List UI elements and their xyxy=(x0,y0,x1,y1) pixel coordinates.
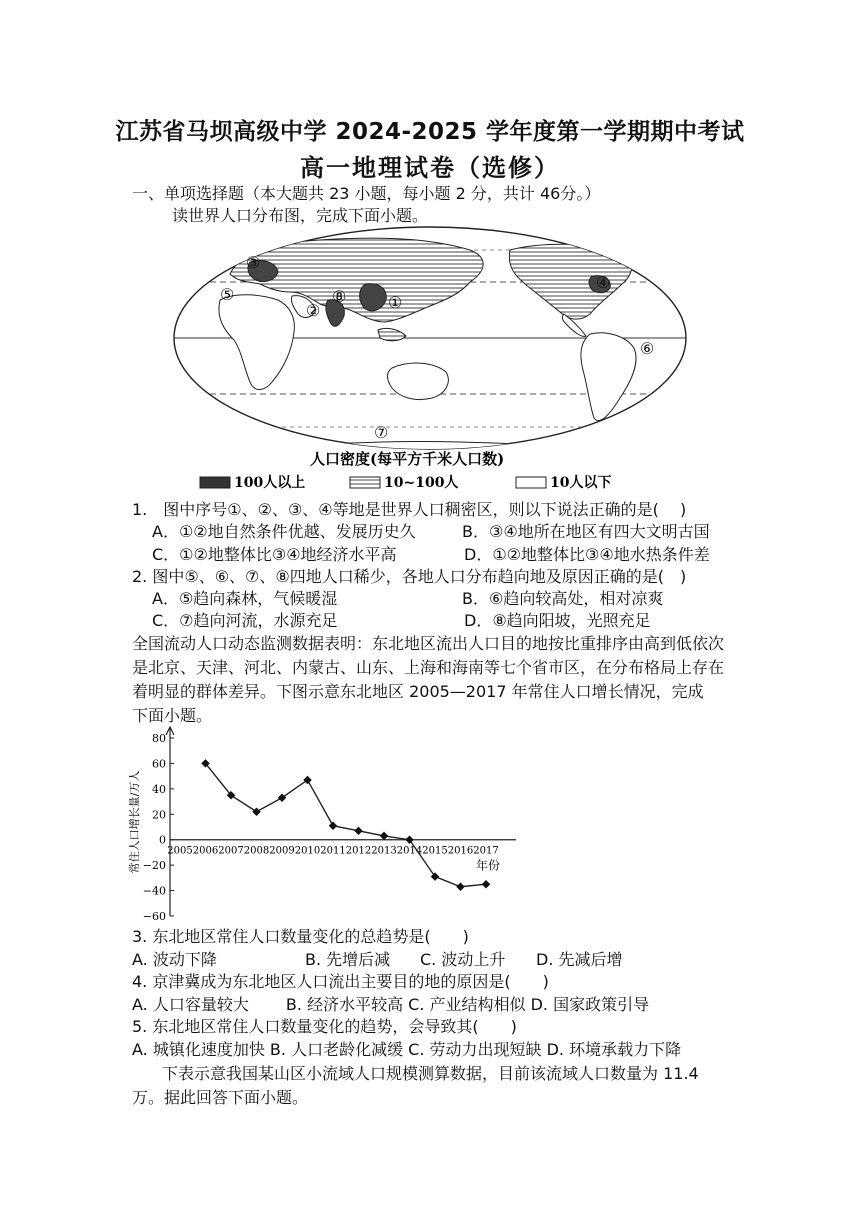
passage-line-1: 全国流动人口动态监测数据表明：东北地区流出人口目的地按比重排序由高到低依次 xyxy=(132,634,725,653)
q5-stem: 5. 东北地区常住人口数量变化的趋势，会导致其( ) xyxy=(132,1017,517,1036)
x-tick-label: 2017 xyxy=(473,845,499,857)
passage2-line-1: 下表示意我国某山区小流域人口规模测算数据，目前该流域人口数量为 11.4 xyxy=(162,1064,699,1083)
q4-stem: 4. 京津冀成为东北地区人口流出主要目的地的原因是( ) xyxy=(132,972,549,991)
population-change-chart xyxy=(124,726,524,922)
chart-y-ticks xyxy=(143,732,174,922)
x-tick-label: 2005 xyxy=(167,845,193,857)
chart-data-point xyxy=(329,821,337,829)
q1-option-c: C．①②地整体比③④地经济水平高 xyxy=(152,545,397,564)
y-tick-label: 80 xyxy=(152,732,166,745)
x-tick-label: 2007 xyxy=(218,845,244,857)
q2-option-b: B．⑥趋向较高处，相对凉爽 xyxy=(462,589,664,608)
q3-option-d: D. 先减后增 xyxy=(536,950,623,969)
y-tick-label: 60 xyxy=(152,757,166,771)
map-marker-3: ③ xyxy=(246,253,261,272)
x-tick-label: 2016 xyxy=(447,845,474,857)
legend-label-low: 10人以下 xyxy=(550,475,612,491)
x-tick-label: 2012 xyxy=(345,845,372,857)
y-tick-label: −60 xyxy=(142,910,166,922)
exam-title: 江苏省马坝高级中学 2024-2025 学年度第一学期期中考试 xyxy=(115,119,745,145)
chart-data-point xyxy=(431,872,439,880)
q2-stem: 2. 图中⑤、⑥、⑦、⑧四地人口稀少，各地人口分布趋向地及原因正确的是( ) xyxy=(132,567,687,586)
map-marker-4: ④ xyxy=(596,273,611,292)
y-tick-label: −20 xyxy=(142,859,166,873)
legend-swatch-low xyxy=(516,477,546,488)
passage2-line-2: 万。据此回答下面小题。 xyxy=(132,1088,309,1107)
world-population-map xyxy=(160,222,700,494)
map-legend xyxy=(200,475,611,491)
q1-option-b: B．③④地所在地区有四大文明古国 xyxy=(462,522,710,541)
chart-data-point xyxy=(405,835,413,843)
chart-data-point xyxy=(380,832,388,840)
map-intro: 读世界人口分布图，完成下面小题。 xyxy=(172,206,429,225)
chart-data-point xyxy=(354,827,362,835)
chart-y-label: 常住人口增长量/万人 xyxy=(128,770,141,874)
map-marker-6: ⑥ xyxy=(640,339,655,358)
q1-option-a: A．①②地自然条件优越、发展历史久 xyxy=(152,522,416,541)
legend-swatch-mid xyxy=(350,477,380,488)
map-marker-8: ⑧ xyxy=(332,287,347,306)
y-tick-label: 0 xyxy=(159,833,166,847)
chart-series-line xyxy=(206,763,487,886)
q1-stem: 1. 图中序号①、②、③、④等地是世界人口稠密区，则以下说法正确的是( ) xyxy=(132,500,687,519)
chart-data-point xyxy=(303,776,311,784)
q2-option-c: C．⑦趋向河流，水源充足 xyxy=(152,611,338,630)
chart-data-point xyxy=(278,794,286,802)
y-tick-label: −40 xyxy=(142,884,166,898)
q2-option-a: A．⑤趋向森林，气候暖湿 xyxy=(152,589,338,608)
x-tick-label: 2006 xyxy=(192,845,219,857)
section-heading: 一、单项选择题（本大题共 23 小题，每小题 2 分，共计 46分。） xyxy=(132,184,601,203)
map-marker-1: ① xyxy=(388,293,403,312)
q3-option-b: B. 先增后减 xyxy=(305,950,391,969)
q3-option-c: C. 波动上升 xyxy=(420,950,506,969)
q4-options: A. 人口容量较大 B. 经济水平较高 C. 产业结构相似 D. 国家政策引导 xyxy=(132,995,650,1014)
chart-series xyxy=(201,759,490,891)
passage-line-3: 着明显的群体差异。下图示意东北地区 2005—2017 年常住人口增长情况，完成 xyxy=(132,682,704,701)
q2-option-d: D．⑧趋向阳坡，光照充足 xyxy=(464,611,651,630)
legend-swatch-high xyxy=(200,477,230,488)
q3-stem: 3. 东北地区常住人口数量变化的总趋势是( ) xyxy=(132,927,469,946)
map-marker-2: ② xyxy=(306,301,321,320)
x-tick-label: 2009 xyxy=(269,845,295,857)
x-tick-label: 2013 xyxy=(371,845,397,857)
q3-option-a: A. 波动下降 xyxy=(132,950,217,969)
x-tick-label: 2014 xyxy=(396,845,423,857)
map-legend-title: 人口密度(每平方千米人口数) xyxy=(310,450,505,468)
chart-x-ticks xyxy=(167,846,498,857)
exam-subtitle: 高一地理试卷（选修） xyxy=(300,154,560,182)
q5-options: A. 城镇化速度加快 B. 人口老龄化减缓 C. 劳动力出现短缺 D. 环境承载力下降 xyxy=(132,1040,682,1059)
y-tick-label: 20 xyxy=(152,808,166,822)
x-tick-label: 2008 xyxy=(243,845,270,857)
chart-data-point xyxy=(482,880,490,888)
map-marker-7: ⑦ xyxy=(374,423,389,442)
passage-line-4: 下面小题。 xyxy=(132,706,213,725)
y-tick-label: 40 xyxy=(152,782,166,796)
map-marker-5: ⑤ xyxy=(220,285,235,304)
x-tick-label: 2015 xyxy=(422,845,448,857)
chart-data-point xyxy=(252,808,260,816)
legend-label-mid: 10~100人 xyxy=(384,475,459,491)
chart-x-label: 年份 xyxy=(476,858,501,873)
passage-line-2: 是北京、天津、河北、内蒙古、山东、上海和海南等七个省市区，在分布格局上存在 xyxy=(132,658,725,677)
q1-option-d: D．①②地整体比③④地水热条件差 xyxy=(464,545,710,564)
chart-data-point xyxy=(456,883,464,891)
legend-label-high: 100人以上 xyxy=(234,475,306,491)
x-tick-label: 2010 xyxy=(294,845,321,857)
x-tick-label: 2011 xyxy=(320,845,346,857)
